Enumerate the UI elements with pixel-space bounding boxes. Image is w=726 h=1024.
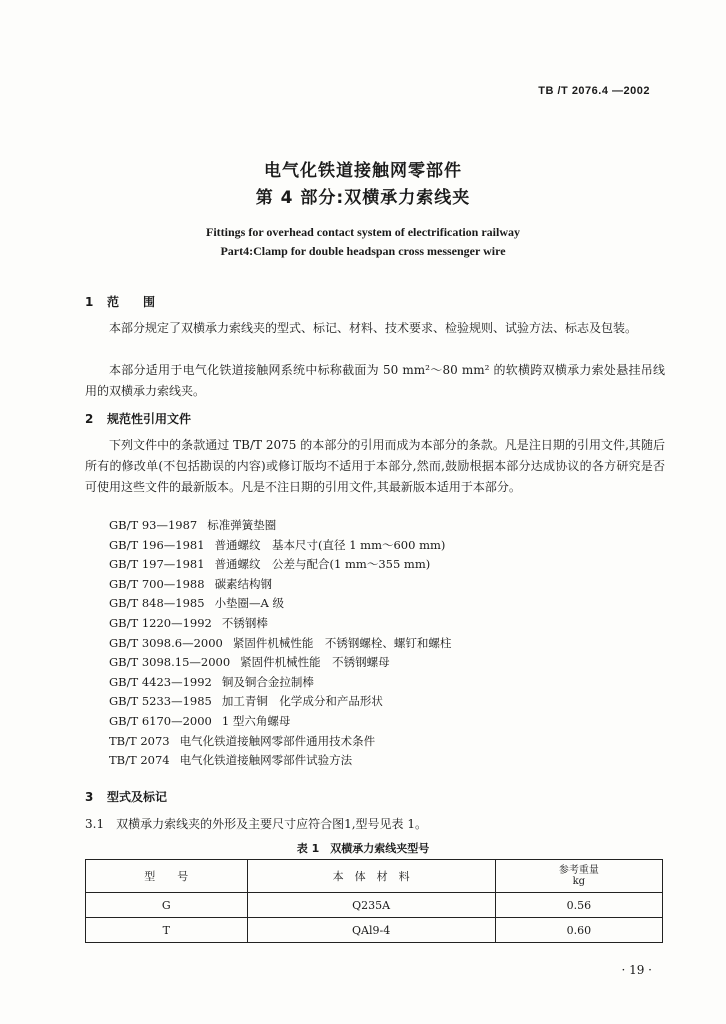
section3-number: 3 [85, 790, 94, 804]
section3-heading [85, 788, 167, 805]
page-number: · 19 · [621, 963, 652, 977]
reference-item: GB/T 700—1988 碳素结构钢 [109, 576, 273, 591]
header-weight-label: 参考重量 [558, 865, 599, 876]
table-title: 表 1 双横承力索线夹型号 [296, 842, 430, 855]
reference-item: GB/T 93—1987 标准弹簧垫圈 [109, 518, 277, 532]
reference-list [109, 516, 451, 771]
title-en-line2: Part4:Clamp for double headspan cross messenger wire [220, 244, 506, 258]
header-weight-unit: kg [572, 876, 586, 887]
cell-type: T [86, 918, 248, 943]
title-zh-line2: 第 4 部分:双横承力索线夹 [255, 188, 471, 208]
standard-number: TB /T 2076.4 —2002 [538, 85, 650, 97]
section2-title: 规范性引用文件 [107, 412, 192, 426]
table-row [86, 893, 663, 918]
section3-title: 型式及标记 [107, 790, 168, 804]
reference-item: GB/T 6170—2000 1 型六角螺母 [109, 713, 291, 728]
reference-item: GB/T 4423—1992 铜及铜合金拉制棒 [109, 674, 314, 689]
reference-item: GB/T 197—1981 普通螺纹 公差与配合(1 mm～355 mm) [109, 557, 431, 572]
section2-para: 下列文件中的条款通过 TB/T 2075 的本部分的引用而成为本部分的条款。凡是注日期的引用文件,其随后所有的修改单(不包括勘误的内容)或修订版均不适用于本部分,然而,鼓励根据本部分达成协议的各方研究是否可使用这些文件的最新版本。凡是不注日期的引用文件,其最新版本适用于本部分。 [85, 438, 665, 494]
reference-item: GB/T 3098.6—2000 紧固件机械性能 不锈钢螺栓、螺钉和螺柱 [109, 635, 452, 650]
cell-weight: 0.56 [495, 893, 662, 918]
section1-title: 范 围 [107, 295, 156, 309]
title-en-line1: Fittings for overhead contact system of electrification railway [205, 225, 521, 239]
section1-para1: 本部分规定了双横承力索线夹的型式、标记、材料、技术要求、检验规则、试验方法、标志及包装。 [109, 321, 638, 335]
cell-type: G [86, 893, 248, 918]
section3-1-text: 3.1 双横承力索线夹的外形及主要尺寸应符合图1,型号见表 1。 [85, 817, 427, 831]
reference-item: GB/T 3098.15—2000 紧固件机械性能 不锈钢螺母 [109, 655, 390, 670]
section2-number: 2 [85, 412, 94, 426]
section1-heading [85, 293, 155, 310]
header-weight [495, 860, 662, 893]
cell-material: QAl9-4 [247, 918, 495, 943]
reference-item: TB/T 2073 电气化铁道接触网零部件通用技术条件 [109, 733, 376, 748]
cell-weight: 0.60 [495, 918, 662, 943]
header-type: 型 号 [86, 860, 248, 893]
clamp-type-table [85, 859, 663, 943]
reference-item: GB/T 848—1985 小垫圈—A 级 [109, 596, 285, 611]
reference-item: TB/T 2074 电气化铁道接触网零部件试验方法 [109, 753, 353, 768]
title-zh-line1: 电气化铁道接触网零部件 [264, 161, 462, 181]
section1-para2: 本部分适用于电气化铁道接触网系统中标称截面为 50 mm²～80 mm² 的软横跨双横承力索处悬挂吊线用的双横承力索线夹。 [85, 363, 665, 398]
table-header-row [86, 860, 663, 893]
table-row [86, 918, 663, 943]
reference-item: GB/T 1220—1992 不锈钢棒 [109, 615, 268, 630]
section2-heading [85, 410, 191, 427]
reference-item: GB/T 196—1981 普通螺纹 基本尺寸(直径 1 mm～600 mm) [109, 537, 446, 552]
cell-material: Q235A [247, 893, 495, 918]
reference-item: GB/T 5233—1985 加工青铜 化学成分和产品形状 [109, 694, 383, 709]
section1-number: 1 [85, 295, 94, 309]
header-material: 本 体 材 料 [247, 860, 495, 893]
